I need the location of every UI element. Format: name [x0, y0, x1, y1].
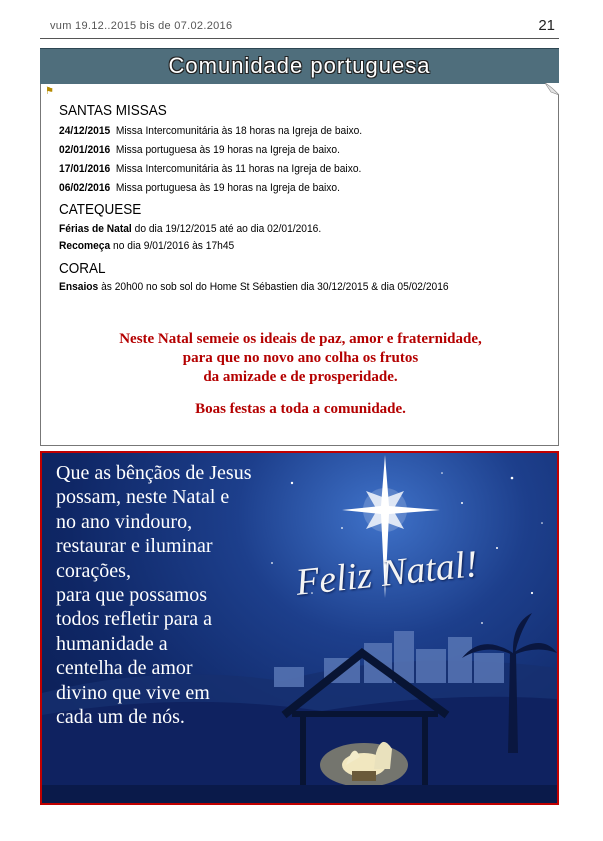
verse-line: Que as bênçãos de Jesus [56, 462, 252, 484]
verse-line: para que possamos [56, 584, 208, 607]
verse-line: possam, neste Natal e [56, 486, 230, 509]
announcement-content [59, 102, 549, 298]
line-text: no dia 9/01/2016 às 17h45 [110, 240, 235, 252]
line-date: 17/01/2016 [59, 163, 111, 175]
section-coral [59, 260, 549, 295]
feliz-natal-greeting: Feliz Natal! [293, 543, 480, 604]
section-title: SANTAS MISSAS [59, 102, 167, 119]
schedule-line [59, 280, 515, 295]
schedule-line [59, 122, 515, 141]
line-text: Missa Intercomunitária às 11 horas na Igreja de baixo. [110, 163, 362, 175]
line-text: Missa Intercomunitária às 18 horas na Igreja de baixo. [110, 125, 363, 137]
announcement-note [40, 84, 559, 446]
line-text: do dia 19/12/2015 até ao dia 02/01/2016. [131, 223, 322, 235]
line-date: 24/12/2015 [59, 125, 111, 137]
pushpin-icon: ⚑ [45, 86, 54, 97]
verse-line: corações, [56, 559, 131, 582]
message-line: da amizade e de prosperidade. [203, 369, 398, 385]
header-rule [40, 38, 559, 39]
verse-line: restaurar e iluminar [56, 535, 213, 558]
line-date: 02/01/2016 [59, 144, 111, 156]
closing-greeting: Boas festas a toda a comunidade. [195, 401, 406, 417]
line-label: Férias de Natal [59, 223, 132, 235]
verse-line: divino que vive em [56, 681, 210, 704]
banner-title: Comunidade portuguesa [168, 53, 431, 78]
christmas-message [41, 330, 560, 387]
verse-line: centelha de amor [56, 657, 193, 680]
message-line: para que no novo ano colha os frutos [182, 350, 419, 366]
section-title: CORAL [59, 260, 106, 277]
christmas-card-image [40, 451, 559, 805]
verse-line: humanidade a [56, 632, 168, 655]
section-banner [40, 48, 559, 85]
schedule-line [59, 141, 515, 160]
verse-line: todos refletir para a [56, 608, 213, 631]
line-date: 06/02/2016 [59, 182, 111, 194]
line-text: às 20h00 no sob sol do Home St Sébastien dia 30/12/2015 & dia 05/02/2016 [98, 281, 449, 293]
section-missas [59, 102, 549, 198]
ground-strip [42, 785, 557, 803]
verse-text [56, 461, 252, 729]
verse-line: no ano vindouro, [56, 510, 193, 533]
page-curl-icon [545, 83, 559, 95]
schedule-line [59, 179, 515, 198]
line-text: Missa portuguesa às 19 horas na Igreja de baixo. [110, 144, 340, 156]
line-label: Recomeça [59, 240, 111, 252]
schedule-line [59, 221, 515, 238]
line-label: Ensaios [59, 281, 99, 293]
edition-dates: vum 19.12..2015 bis de 07.02.2016 [50, 20, 233, 32]
schedule-line [59, 238, 515, 255]
section-catequese [59, 201, 549, 255]
section-title: CATEQUESE [59, 201, 142, 218]
schedule-line [59, 160, 515, 179]
line-text: Missa portuguesa às 19 horas na Igreja de baixo. [110, 182, 340, 194]
message-line: Neste Natal semeie os ideais de paz, amor e fraternidade, [119, 331, 482, 347]
verse-line: cada um de nós. [56, 706, 185, 729]
page-number: 21 [538, 17, 555, 34]
